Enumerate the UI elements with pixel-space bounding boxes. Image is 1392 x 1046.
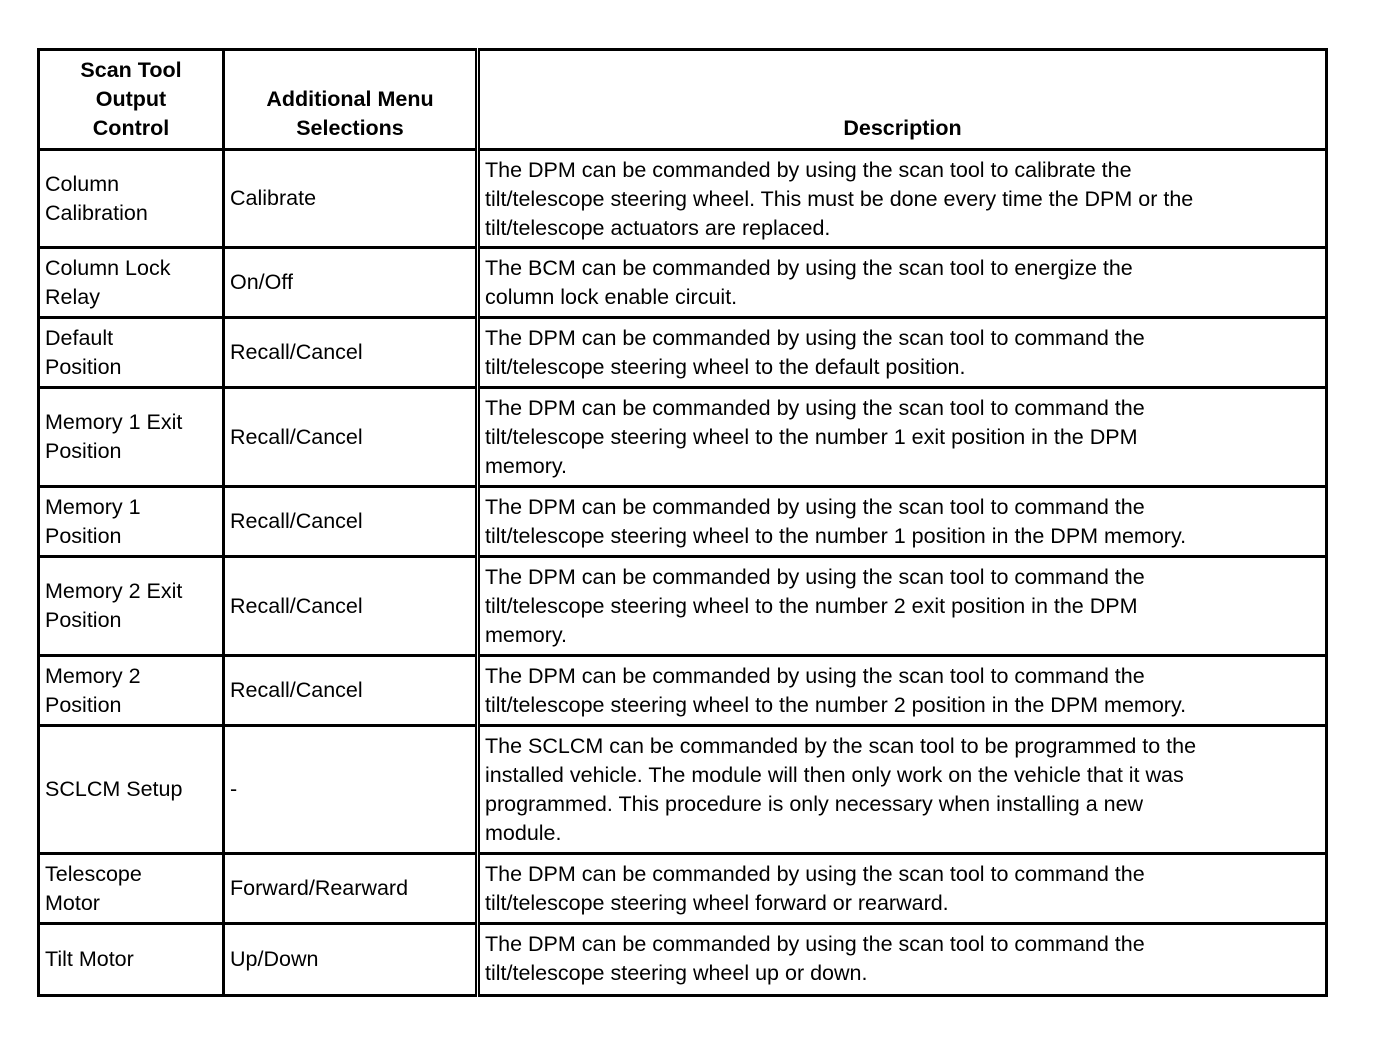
description-cell: The SCLCM can be commanded by the scan tool to be programmed to the installed vehicle. The module will then only work on the vehicle that it was programmed. This procedure is only necessary when installing a new module. [478, 726, 1327, 854]
selection-cell: Recall/Cancel [224, 388, 478, 487]
output-control-table [37, 48, 1328, 997]
table-row [39, 487, 1327, 557]
control-cell: Memory 2 Exit Position [39, 557, 224, 656]
selection-cell: Recall/Cancel [224, 656, 478, 726]
header-description: Description [478, 50, 1327, 150]
control-cell: Default Position [39, 318, 224, 388]
control-cell: Column Calibration [39, 150, 224, 248]
selection-cell: Recall/Cancel [224, 557, 478, 656]
table-row [39, 318, 1327, 388]
table-row [39, 557, 1327, 656]
table-row [39, 388, 1327, 487]
description-cell: The DPM can be commanded by using the scan tool to command the tilt/telescope steering wheel to the number 1 exit position in the DPM memory. [478, 388, 1327, 487]
selection-cell: Recall/Cancel [224, 487, 478, 557]
control-cell: Telescope Motor [39, 854, 224, 924]
description-cell: The DPM can be commanded by using the scan tool to command the tilt/telescope steering wheel to the number 2 position in the DPM memory. [478, 656, 1327, 726]
header-scan-tool-output-control: Scan Tool Output Control [39, 50, 224, 150]
description-cell: The DPM can be commanded by using the scan tool to command the tilt/telescope steering wheel to the number 2 exit position in the DPM memory. [478, 557, 1327, 656]
table-row [39, 150, 1327, 248]
table-row [39, 924, 1327, 996]
selection-cell: On/Off [224, 248, 478, 318]
selection-cell: - [224, 726, 478, 854]
header-additional-menu-selections: Additional Menu Selections [224, 50, 478, 150]
selection-cell: Calibrate [224, 150, 478, 248]
table-row [39, 854, 1327, 924]
description-cell: The DPM can be commanded by using the scan tool to command the tilt/telescope steering wheel to the default position. [478, 318, 1327, 388]
table-row [39, 726, 1327, 854]
description-cell: The DPM can be commanded by using the scan tool to command the tilt/telescope steering wheel forward or rearward. [478, 854, 1327, 924]
description-cell: The DPM can be commanded by using the scan tool to calibrate the tilt/telescope steering wheel. This must be done every time the DPM or the tilt/telescope actuators are replaced. [478, 150, 1327, 248]
table-body [39, 150, 1327, 996]
control-cell: SCLCM Setup [39, 726, 224, 854]
selection-cell: Up/Down [224, 924, 478, 996]
control-cell: Column Lock Relay [39, 248, 224, 318]
table-row [39, 656, 1327, 726]
table-row [39, 248, 1327, 318]
description-cell: The DPM can be commanded by using the scan tool to command the tilt/telescope steering wheel up or down. [478, 924, 1327, 996]
control-cell: Memory 2 Position [39, 656, 224, 726]
selection-cell: Recall/Cancel [224, 318, 478, 388]
description-cell: The BCM can be commanded by using the scan tool to energize the column lock enable circuit. [478, 248, 1327, 318]
header-row [39, 50, 1327, 150]
control-cell: Tilt Motor [39, 924, 224, 996]
control-cell: Memory 1 Exit Position [39, 388, 224, 487]
description-cell: The DPM can be commanded by using the scan tool to command the tilt/telescope steering wheel to the number 1 position in the DPM memory. [478, 487, 1327, 557]
control-cell: Memory 1 Position [39, 487, 224, 557]
selection-cell: Forward/Rearward [224, 854, 478, 924]
